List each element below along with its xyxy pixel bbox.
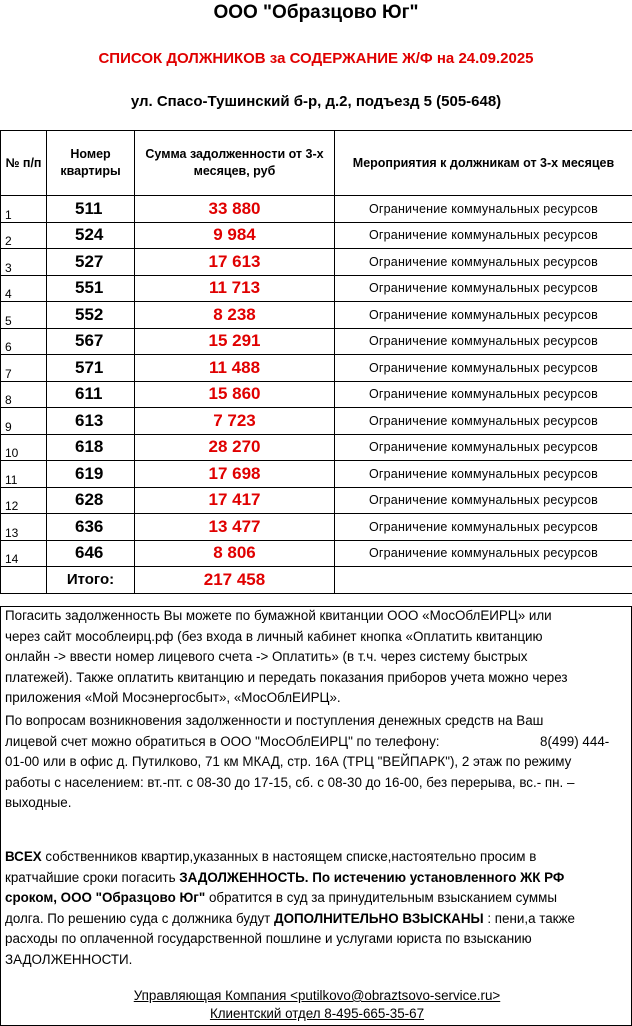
row-number: 13 xyxy=(1,514,47,541)
row-number: 2 xyxy=(1,222,47,249)
footer-client-dept[interactable]: Клиентский отдел 8-495-665-35-67 xyxy=(1,1006,632,1021)
debt-action: Ограничение коммунальных ресурсов xyxy=(335,249,632,276)
row-number: 3 xyxy=(1,249,47,276)
debt-amount: 15 860 xyxy=(135,381,335,408)
debt-action: Ограничение коммунальных ресурсов xyxy=(335,222,632,249)
phone-number-part: 8(499) 444- xyxy=(540,732,609,753)
warning-line: ЗАДОЛЖЕННОСТИ. xyxy=(5,950,627,971)
debt-amount: 15 291 xyxy=(135,328,335,355)
debt-action: Ограничение коммунальных ресурсов xyxy=(335,381,632,408)
warning-line xyxy=(5,868,627,889)
debt-action: Ограничение коммунальных ресурсов xyxy=(335,434,632,461)
row-number: 12 xyxy=(1,487,47,514)
contact-info-line: По вопросам возникновения задолженности и поступления денежных средств на Ваш xyxy=(5,711,627,732)
apartment-number: 552 xyxy=(47,302,135,329)
table-row xyxy=(1,434,632,461)
warning-text: кратчайшие сроки погасить xyxy=(5,870,179,885)
row-number: 6 xyxy=(1,328,47,355)
table-row xyxy=(1,328,632,355)
payment-info-line: онлайн -> ввести номер лицевого счета -> Оплатить» (в т.ч. через систему быстрых xyxy=(5,647,627,668)
debt-amount: 28 270 xyxy=(135,434,335,461)
row-number: 11 xyxy=(1,461,47,488)
debt-action: Ограничение коммунальных ресурсов xyxy=(335,540,632,567)
notes-box xyxy=(0,606,632,1026)
apartment-number: 646 xyxy=(47,540,135,567)
row-number: 1 xyxy=(1,196,47,223)
apartment-number: 628 xyxy=(47,487,135,514)
payment-info-line: через сайт мособлеирц.рф (без входа в личный кабинет кнопка «Оплатить квитанцию xyxy=(5,627,627,648)
warning-text: обратится в суд за принудительным взысканием суммы xyxy=(205,890,557,905)
apartment-number: 551 xyxy=(47,275,135,302)
table-row xyxy=(1,249,632,276)
row-number: 5 xyxy=(1,302,47,329)
debt-amount: 17 417 xyxy=(135,487,335,514)
table-row xyxy=(1,275,632,302)
warning-line: расходы по оплаченной государственной пошлине и услугами юриста по взысканию xyxy=(5,929,627,950)
total-label: Итого: xyxy=(47,567,135,594)
warning-line xyxy=(5,847,627,868)
table-row xyxy=(1,381,632,408)
total-row xyxy=(1,567,632,594)
contact-info-line xyxy=(5,732,627,753)
footer-company-email[interactable]: Управляющая Компания <putilkovo@obraztsovo-service.ru> xyxy=(1,988,632,1003)
document-subtitle: СПИСОК ДОЛЖНИКОВ за СОДЕРЖАНИЕ Ж/Ф на 24.09.2025 xyxy=(0,50,632,67)
debt-action: Ограничение коммунальных ресурсов xyxy=(335,196,632,223)
row-number: 8 xyxy=(1,381,47,408)
warning-bold: ДОПОЛНИТЕЛЬНО ВЗЫСКАНЫ xyxy=(274,911,484,926)
debt-amount: 8 806 xyxy=(135,540,335,567)
payment-info-line: платежей). Также оплатить квитанцию и передать показания приборов учета можно через xyxy=(5,668,627,689)
col-header-apartment: Номер квартиры xyxy=(47,131,135,196)
table-row xyxy=(1,196,632,223)
address-line: ул. Спасо-Тушинский б-р, д.2, подъезд 5 (505-648) xyxy=(0,93,632,110)
debt-action: Ограничение коммунальных ресурсов xyxy=(335,461,632,488)
debt-amount: 9 984 xyxy=(135,222,335,249)
table-header-row xyxy=(1,131,632,196)
contact-info-line: выходные. xyxy=(5,793,627,814)
apartment-number: 613 xyxy=(47,408,135,435)
debt-amount: 33 880 xyxy=(135,196,335,223)
warning-bold: сроком, ООО "Образцово Юг" xyxy=(5,890,205,905)
table-row xyxy=(1,355,632,382)
apartment-number: 524 xyxy=(47,222,135,249)
contact-info-line: 01-00 или в офис д. Путилково, 71 км МКАД, стр. 16А (ТРЦ "ВЕЙПАРК"), 2 этаж по режиму xyxy=(5,752,627,773)
table-row xyxy=(1,487,632,514)
warning-line xyxy=(5,909,627,930)
debt-amount: 11 488 xyxy=(135,355,335,382)
row-number: 14 xyxy=(1,540,47,567)
debt-action: Ограничение коммунальных ресурсов xyxy=(335,355,632,382)
apartment-number: 571 xyxy=(47,355,135,382)
row-number: 7 xyxy=(1,355,47,382)
warning-text: собственников квартир,указанных в настоящем списке,настоятельно просим в xyxy=(42,849,537,864)
debt-action: Ограничение коммунальных ресурсов xyxy=(335,328,632,355)
total-sum: 217 458 xyxy=(135,567,335,594)
table-row xyxy=(1,461,632,488)
table-row xyxy=(1,302,632,329)
apartment-number: 527 xyxy=(47,249,135,276)
apartment-number: 619 xyxy=(47,461,135,488)
apartment-number: 511 xyxy=(47,196,135,223)
debt-action: Ограничение коммунальных ресурсов xyxy=(335,487,632,514)
apartment-number: 618 xyxy=(47,434,135,461)
debt-amount: 17 698 xyxy=(135,461,335,488)
apartment-number: 636 xyxy=(47,514,135,541)
table-row xyxy=(1,408,632,435)
debt-amount: 11 713 xyxy=(135,275,335,302)
debt-amount: 13 477 xyxy=(135,514,335,541)
debt-amount: 17 613 xyxy=(135,249,335,276)
row-number: 4 xyxy=(1,275,47,302)
col-header-sum: Сумма задолженности от 3-х месяцев, руб xyxy=(135,131,335,196)
company-title: ООО "Образцово Юг" xyxy=(0,2,632,24)
table-row xyxy=(1,540,632,567)
apartment-number: 611 xyxy=(47,381,135,408)
col-header-num: № п/п xyxy=(1,131,47,196)
contact-info-line: работы с населением: вт.-пт. с 08-30 до 17-15, сб. с 08-30 до 16-00, без перерыва, вс.- пн. – xyxy=(5,773,627,794)
payment-info-line: Погасить задолженность Вы можете по бумажной квитанции ООО «МосОблЕИРЦ» или xyxy=(5,606,627,627)
warning-text: долга. По решению суда с должника будут xyxy=(5,911,274,926)
contact-info-text: лицевой счет можно обратиться в ООО "МосОблЕИРЦ" по телефону: xyxy=(5,734,439,749)
debt-action: Ограничение коммунальных ресурсов xyxy=(335,302,632,329)
warning-bold: ЗАДОЛЖЕННОСТЬ. По истечению установленного ЖК РФ xyxy=(179,870,564,885)
warning-bold: ВСЕХ xyxy=(5,849,42,864)
debt-action: Ограничение коммунальных ресурсов xyxy=(335,514,632,541)
debtors-table xyxy=(0,130,632,594)
warning-line xyxy=(5,888,627,909)
payment-info-line: приложения «Мой Мосэнергосбыт», «МосОблЕИРЦ». xyxy=(5,688,627,709)
debt-action: Ограничение коммунальных ресурсов xyxy=(335,408,632,435)
row-number: 10 xyxy=(1,434,47,461)
apartment-number: 567 xyxy=(47,328,135,355)
warning-text: : пени,а также xyxy=(484,911,575,926)
debt-amount: 7 723 xyxy=(135,408,335,435)
table-row xyxy=(1,222,632,249)
debt-amount: 8 238 xyxy=(135,302,335,329)
table-row xyxy=(1,514,632,541)
row-number: 9 xyxy=(1,408,47,435)
debt-action: Ограничение коммунальных ресурсов xyxy=(335,275,632,302)
col-header-action: Мероприятия к должникам от 3-х месяцев xyxy=(335,131,632,196)
